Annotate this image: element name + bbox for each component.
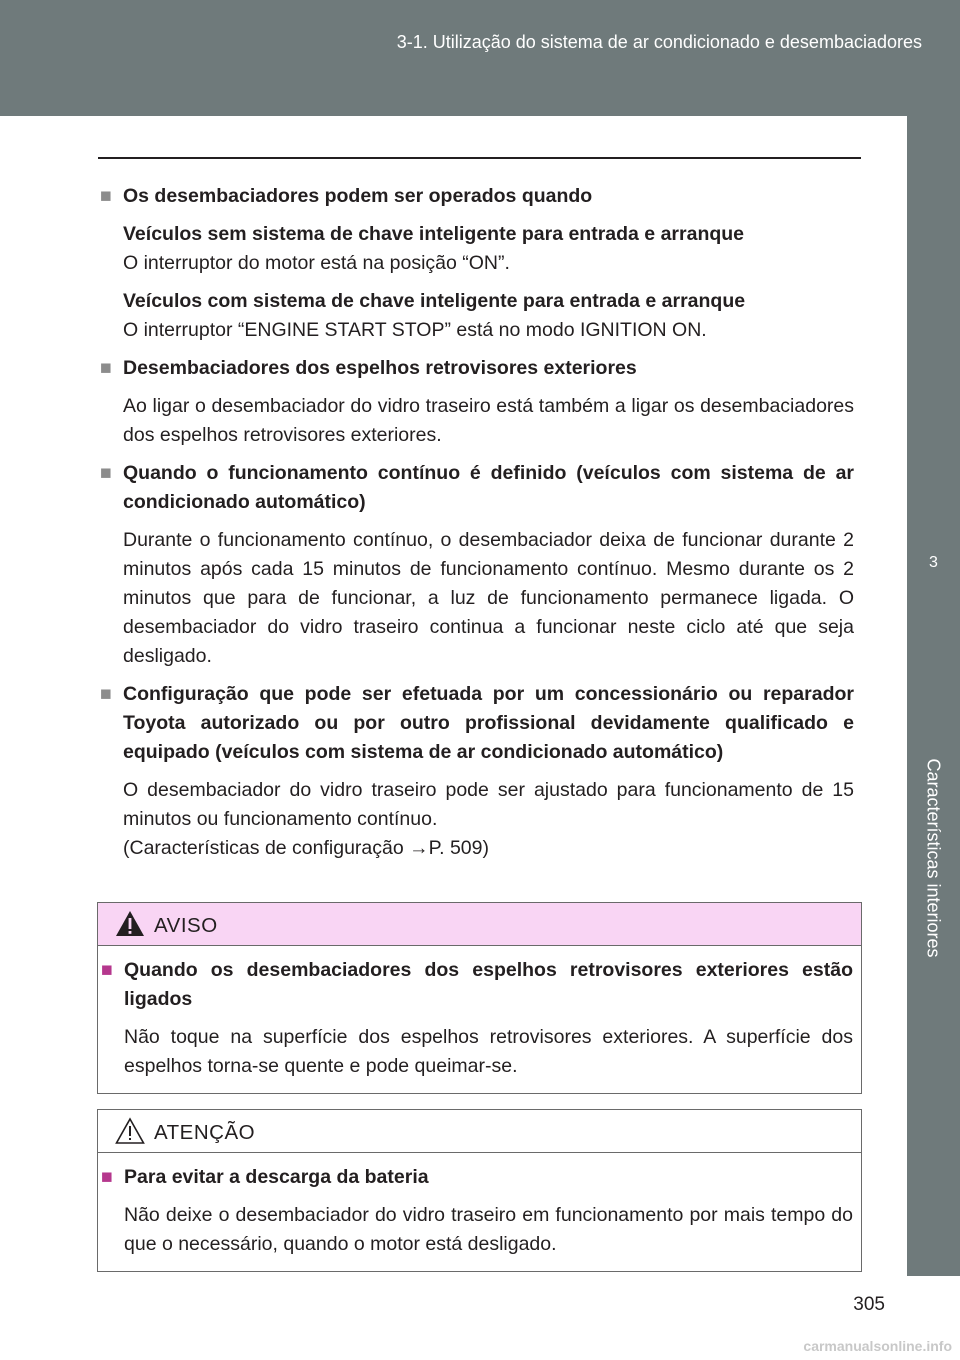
page-header bbox=[0, 0, 960, 116]
chapter-label: Características interiores bbox=[923, 758, 944, 958]
square-bullet-icon: ■ bbox=[100, 185, 112, 207]
aviso-heading: Quando os desembaciadores dos espelhos retrovisores exteriores estão ligados bbox=[124, 959, 853, 1010]
paragraph: O interruptor do motor está na posição “ON”. bbox=[123, 252, 510, 274]
sub-heading: Veículos sem sistema de chave inteligente para entrada e arranque bbox=[123, 223, 745, 245]
atencao-box bbox=[97, 1109, 862, 1272]
section-continuous-operation bbox=[100, 459, 854, 671]
section-heading: Os desembaciadores podem ser operados quando bbox=[123, 185, 593, 207]
aviso-text: Não toque na superfície dos espelhos retrovisores exteriores. A superfície dos espelhos torna-se quente e pode queimar-se. bbox=[124, 1026, 853, 1077]
section-operating-conditions bbox=[100, 182, 854, 345]
warning-triangle-icon bbox=[115, 910, 145, 937]
aviso-box bbox=[97, 902, 862, 1094]
page-number: 305 bbox=[853, 1294, 885, 1315]
watermark: carmanualsonline.info bbox=[803, 1338, 952, 1354]
caution-triangle-icon bbox=[115, 1117, 145, 1144]
chapter-number: 3 bbox=[929, 554, 938, 571]
square-bullet-icon: ■ bbox=[100, 357, 112, 379]
section-heading: Configuração que pode ser efetuada por um concessionário ou reparador Toyota autorizado ou por outro profissional devidamente qualificado e equipado (veículos com sistema de ar condicionado automático) bbox=[123, 683, 854, 763]
section-heading: Desembaciadores dos espelhos retrovisores exteriores bbox=[123, 357, 637, 379]
atencao-heading: Para evitar a descarga da bateria bbox=[124, 1166, 429, 1188]
square-bullet-icon: ■ bbox=[101, 1166, 113, 1188]
paragraph: O interruptor “ENGINE START STOP” está no modo IGNITION ON. bbox=[123, 319, 707, 341]
square-bullet-icon: ■ bbox=[100, 462, 112, 484]
header-title: 3-1. Utilização do sistema de ar condicionado e desembaciadores bbox=[396, 32, 922, 52]
sub-heading: Veículos com sistema de chave inteligente para entrada e arranque bbox=[123, 290, 746, 312]
section-heading: Quando o funcionamento contínuo é definido (veículos com sistema de ar condicionado automático) bbox=[123, 462, 854, 513]
section-dealer-configuration bbox=[100, 680, 854, 863]
paragraph: Durante o funcionamento contínuo, o desembaciador deixa de funcionar durante 2 minutos após cada 15 minutos de funcionamento contínuo. Mesmo durante os 2 minutos que para de funcionar, a luz de funcionamento permanece ligada. O desembaciador do vidro traseiro continua a funcionar neste ciclo até que seja desligado. bbox=[123, 529, 854, 667]
chapter-side-tab bbox=[907, 116, 960, 1276]
atencao-text: Não deixe o desembaciador do vidro traseiro em funcionamento por mais tempo do que o necessário, quando o motor está desligado. bbox=[124, 1204, 853, 1255]
section-mirror-defoggers bbox=[100, 354, 854, 450]
page-reference: (Características de configuração →P. 509) bbox=[123, 837, 489, 859]
aviso-title: AVISO bbox=[154, 914, 218, 937]
main-content bbox=[100, 182, 854, 872]
atencao-title: ATENÇÃO bbox=[154, 1121, 256, 1144]
square-bullet-icon: ■ bbox=[100, 683, 112, 705]
square-bullet-icon: ■ bbox=[101, 959, 113, 981]
top-rule bbox=[98, 157, 861, 159]
paragraph: O desembaciador do vidro traseiro pode ser ajustado para funcionamento de 15 minutos ou funcionamento contínuo. bbox=[123, 779, 854, 830]
paragraph: Ao ligar o desembaciador do vidro traseiro está também a ligar os desembaciadores dos espelhos retrovisores exteriores. bbox=[123, 395, 854, 446]
